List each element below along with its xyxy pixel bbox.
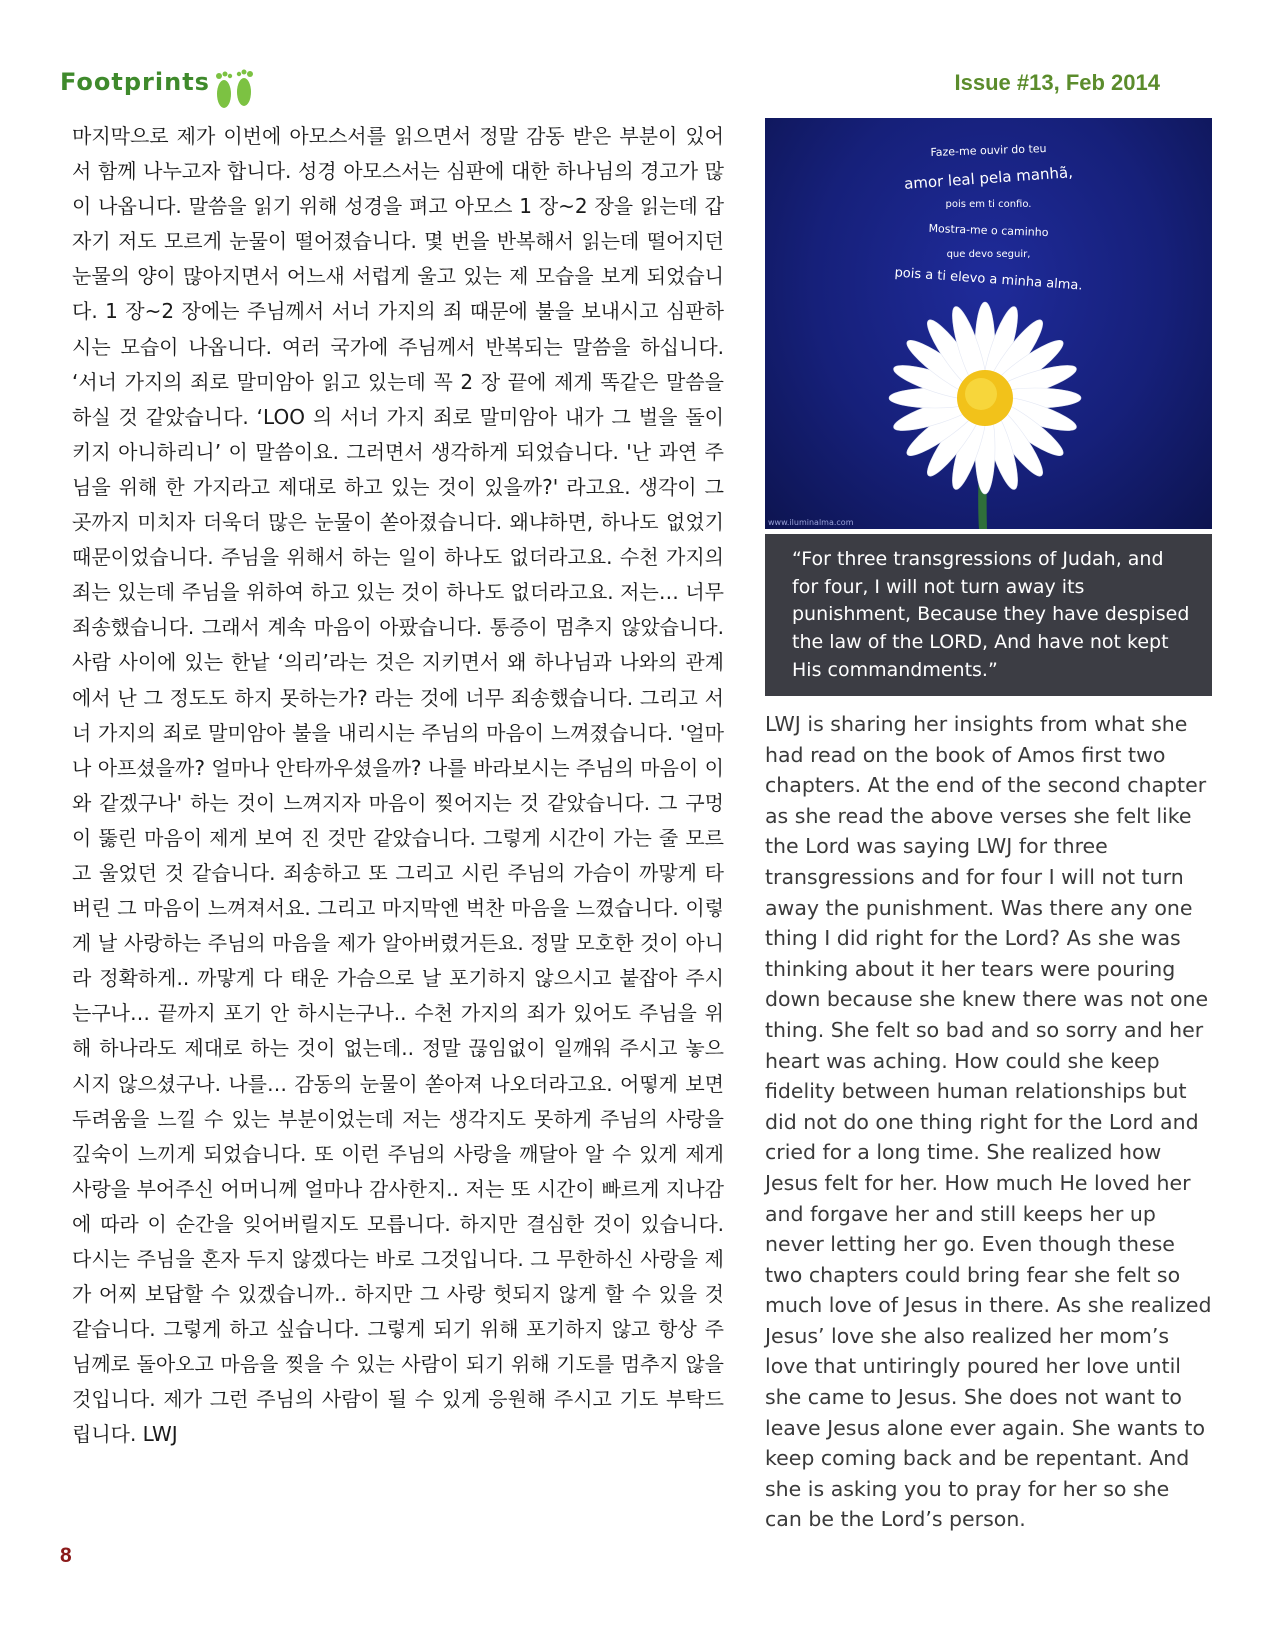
logo-text: Footprints — [60, 68, 210, 96]
poem-line: que devo seguir, — [946, 249, 1031, 260]
poem-line: amor leal pela manhã, — [903, 163, 1074, 193]
page-number: 8 — [60, 1544, 72, 1567]
poem-line: Faze-me ouvir do teu — [930, 141, 1047, 160]
poem-line: pois em ti confio. — [945, 199, 1032, 210]
article-english-summary: LWJ is sharing her insights from what she had read on the book of Amos first two chapters. At the end of the second chapter as she read the above verses she felt like the Lord was saying LWJ for three transgressions and for four I will not turn away the punishment. Was there any one thing I did right for the Lord? As she was thinking about it her tears were pouring down because she knew there was not one thing. She felt so bad and so sorry and her heart was aching. How could she keep fidelity between human relationships but did not do one thing right for the Lord and cried for a long time. She realized how Jesus felt for her. How much He loved her and forgave her and still keeps her up never letting her go. Even though these two chapters could bring fear she felt so much love of Jesus in there. As she realized Jesus’ love she also realized her mom’s love that untiringly poured her love until she came to Jesus. She does not want to leave Jesus alone ever again. She wants to keep coming back and be repentant. And she is asking you to pray for her so she can be the Lord’s person. — [765, 712, 1212, 1532]
image-watermark: www.iluminalma.com — [768, 518, 854, 527]
poem-line: Mostra-me o caminho — [928, 221, 1049, 240]
verse-quote-box: “For three transgressions of Judah, and for four, I will not turn away its punishment, Because they have despised the law of the LORD, And have not kept His commandments.” — [765, 534, 1212, 696]
article-korean-body: 마지막으로 제가 이번에 아모스서를 읽으면서 정말 감동 받은 부분이 있어서 함께 나누고자 합니다. 성경 아모스서는 심판에 대한 하나님의 경고가 많이 나옵니다. 말씀을 읽기 위해 성경을 펴고 아모스 1 장~2 장을 읽는데 갑자기 저도 모르게 눈물이 떨어졌습니다. 몇 번을 반복해서 읽는데 떨어지던 눈물의 양이 많아지면서 어느새 서럽게 울고 있는 제 모습을 보게 되었습니다. 1 장~2 장에는 주님께서 서너 가지의 죄 때문에 불을 보내시고 심판하시는 모습이 나옵니다. 여러 국가에 주님께서 반복되는 말씀을 하십니다. ‘서너 가지의 죄로 말미암아 읽고 있는데 꼭 2 장 끝에 제게 똑같은 말씀을 하실 것 같았습니다. ‘LOO 의 서너 가지 죄로 말미암아 내가 그 벌을 돌이키지 아니하리니’ 이 말씀이요. 그러면서 생각하게 되었습니다. '난 과연 주님을 위해 한 가지라고 제대로 하고 있는 것이 있을까?' 라고요. 생각이 그곳까지 미치자 더욱더 많은 눈물이 쏟아졌습니다. 왜냐하면, 하나도 없었기 때문이었습니다. 주님을 위해서 하는 일이 하나도 없더라고요. 수천 가지의 죄는 있는데 주님을 위하여 하고 있는 것이 하나도 없더라고요. 저는… 너무 죄송했습니다. 그래서 계속 마음이 아팠습니다. 통증이 멈추지 않았습니다. 사람 사이에 있는 한낱 ‘의리’라는 것은 지키면서 왜 하나님과 나와의 관계에서 난 그 정도도 하지 못하는가? 라는 것에 너무 죄송했습니다. 그리고 서너 가지의 죄로 말미암아 불을 내리시는 주님의 마음이 느껴졌습니다. '얼마나 아프셨을까? 얼마나 안타까우셨을까? 나를 바라보시는 주님의 마음이 이와 같겠구나' 하는 것이 느껴지자 마음이 찢어지는 것 같았습니다. 그 구멍이 뚫린 마음이 제게 보여 진 것만 같았습니다. 그렇게 시간이 가는 줄 모르고 울었던 것 같습니다. 죄송하고 또 그리고 시린 주님의 가슴이 까맣게 타버린 그 마음이 느껴져서요. 그리고 마지막엔 벅찬 마음을 느꼈습니다. 이렇게 날 사랑하는 주님의 마음을 제가 알아버렸거든요. 정말 모호한 것이 아니라 정확하게.. 까맣게 다 태운 가슴으로 날 포기하지 않으시고 붙잡아 주시는구나… 끝까지 포기 안 하시는구나.. 수천 가지의 죄가 있어도 주님을 위해 하나라도 제대로 하는 것이 없는데.. 정말 끊임없이 일깨워 주시고 놓으시지 않으셨구나. 나를… 감동의 눈물이 쏟아져 나오더라고요. 어떻게 보면 두려움을 느낄 수 있는 부분이었는데 저는 생각지도 못하게 주님의 사랑을 깊숙이 느끼게 되었습니다. 또 이런 주님의 사랑을 깨달아 알 수 있게 제게 사랑을 부어주신 어머니께 얼마나 감사한지.. 저는 또 시간이 빠르게 지나감에 따라 이 순간을 잊어버릴지도 모릅니다. 하지만 결심한 것이 있습니다. 다시는 주님을 혼자 두지 않겠다는 바로 그것입니다. 그 무한하신 사랑을 제가 어찌 보답할 수 있겠습니까.. 하지만 그 사랑 헛되지 않게 할 수 있을 것 같습니다. 그렇게 하고 싶습니다. 그렇게 되기 위해 포기하지 않고 항상 주님께로 돌아오고 마음을 찢을 수 있는 사람이 되기 위해 기도를 멈추지 않을 것입니다. 제가 그런 주님의 사람이 될 수 있게 응원해 주시고 기도 부탁드립니다. LWJ — [72, 124, 724, 1447]
poem-line: pois a ti elevo a minha alma. — [894, 265, 1083, 294]
daisy-image — [765, 118, 1212, 529]
poem-text — [765, 141, 1212, 294]
footprints-icon — [210, 58, 260, 120]
footprints-logo — [60, 58, 260, 120]
issue-label: Issue #13, Feb 2014 — [954, 70, 1160, 95]
